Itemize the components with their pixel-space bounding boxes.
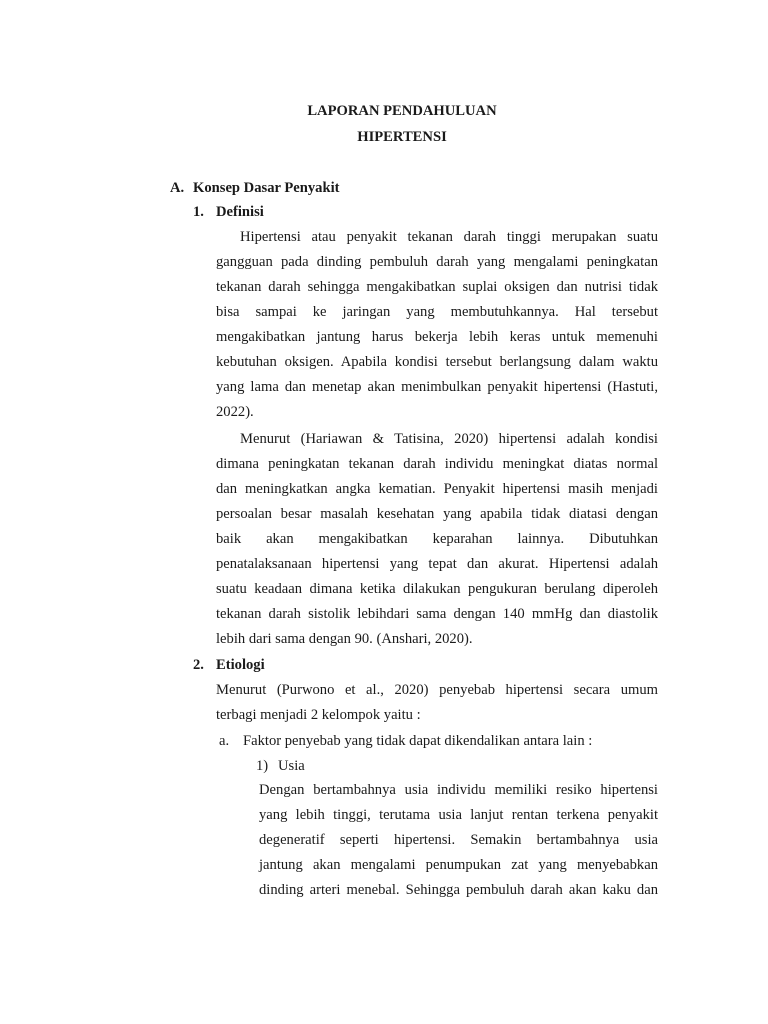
item-1-marker: 1) (256, 758, 269, 774)
text-line: Hipertensi atau penyakit tekanan darah tinggi merupakan suatu (240, 229, 658, 245)
subsection-1-heading: Definisi (216, 204, 264, 220)
text-line: degeneratif seperti hipertensi. Semakin bertambahnya usia (259, 832, 658, 848)
text-line: penatalaksanaan hipertensi yang tepat dan akurat. Hipertensi adalah (216, 556, 658, 572)
item-a-text: Faktor penyebab yang tidak dapat dikendalikan antara lain : (243, 733, 593, 749)
document-subtitle: HIPERTENSI (357, 129, 447, 145)
text-line: dan meningkatkan angka kematian. Penyakit hipertensi masih menjadi (216, 481, 658, 497)
etiology-intro (216, 678, 658, 728)
text-line: kebutuhan oksigen. Apabila kondisi tersebut berlangsung dalam waktu (216, 354, 658, 370)
text-line: yang lebih tinggi, terutama usia lanjut rentan terkena penyakit (259, 807, 658, 823)
text-line: baik akan mengakibatkan keparahan lainnya. Dibutuhkan (216, 531, 658, 547)
text-line: Menurut (Hariawan & Tatisina, 2020) hipertensi adalah kondisi (240, 431, 658, 447)
text-line: jantung akan mengalami penumpukan zat yang menyebabkan (259, 857, 658, 873)
text-line: tekanan darah sistolik lebihdari sama dengan 140 mmHg dan diastolik (216, 606, 658, 622)
text-line: dimana peningkatan tekanan darah individu meningkat diatas normal (216, 456, 658, 472)
text-line: persoalan besar masalah kesehatan yang apabila tidak diatasi dengan (216, 506, 658, 522)
text-line: suatu keadaan dimana ketika dilakukan pengukuran berulang diperoleh (216, 581, 658, 597)
text-line: mengakibatkan jantung harus bekerja lebih keras untuk memenuhi (216, 329, 658, 345)
text-line: 2022). (216, 404, 254, 420)
subsection-2-heading: Etiologi (216, 657, 265, 673)
text-line: lebih dari sama dengan 90. (Anshari, 2020). (216, 631, 473, 647)
definition-paragraph-2 (216, 427, 658, 652)
text-line: terbagi menjadi 2 kelompok yaitu : (216, 707, 421, 723)
text-line: Dengan bertambahnya usia individu memiliki resiko hipertensi (259, 782, 658, 798)
section-a-marker: A. (170, 180, 185, 196)
text-line: gangguan pada dinding pembuluh darah yang mengalami peningkatan (216, 254, 658, 270)
document-title: LAPORAN PENDAHULUAN (307, 103, 497, 119)
text-line: Menurut (Purwono et al., 2020) penyebab hipertensi secara umum (216, 682, 658, 698)
item-a-marker: a. (219, 733, 230, 749)
definition-paragraph-1 (216, 225, 658, 425)
usia-paragraph (259, 778, 658, 903)
text-line: bisa sampai ke jaringan yang membutuhkannya. Hal tersebut (216, 304, 658, 320)
subsection-1-marker: 1. (193, 204, 204, 220)
text-line: tekanan darah sehingga mengakibatkan suplai oksigen dan nutrisi tidak (216, 279, 658, 295)
section-a-heading: Konsep Dasar Penyakit (193, 180, 340, 196)
item-1-heading: Usia (278, 758, 305, 774)
subsection-2-marker: 2. (193, 657, 204, 673)
text-line: yang lama dan menetap akan menimbulkan penyakit hipertensi (Hastuti, (216, 379, 658, 395)
text-line: dinding arteri menebal. Sehingga pembuluh darah akan kaku dan (259, 882, 658, 898)
